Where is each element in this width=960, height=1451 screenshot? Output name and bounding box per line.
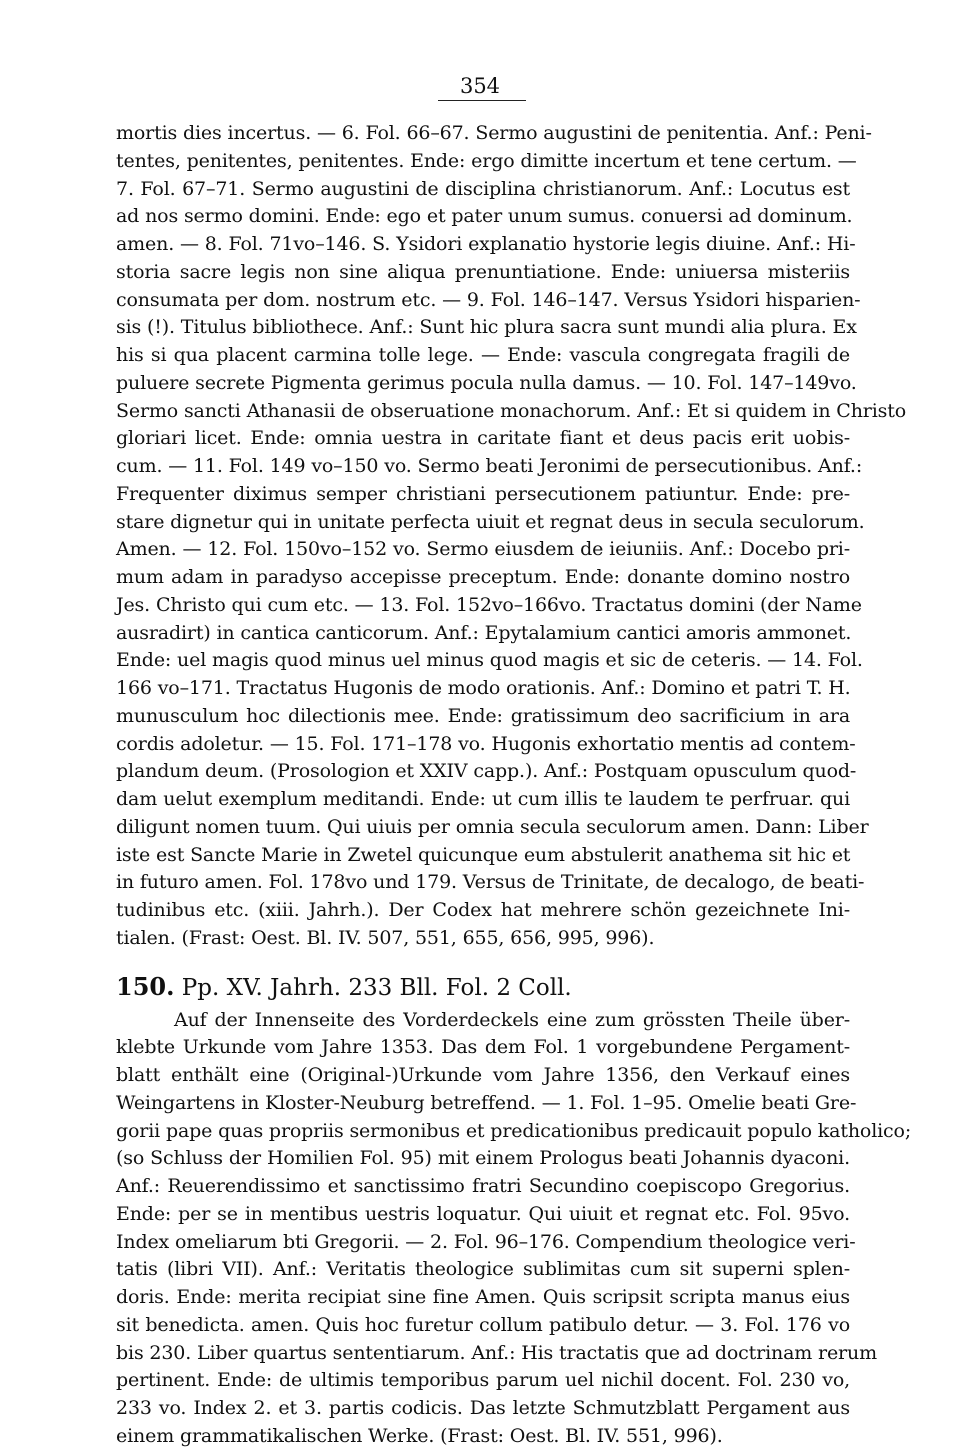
text-line: bis 230. Liber quartus sententiarum. Anf.: His tractatis que ad doctrinam rerum bbox=[116, 1341, 877, 1364]
text-line: mum adam in paradyso accepisse preceptum. Ende: donante domino nostro bbox=[116, 566, 850, 588]
text-line: Index omeliarum bti Gregorii. — 2. Fol. 96–176. Compendium theologice veri- bbox=[116, 1230, 856, 1253]
text-line: ad nos sermo domini. Ende: ego et pater unum sumus. conuersi ad dominum. bbox=[116, 205, 853, 228]
text-line: einem grammatikalischen Werke. (Frast: Oest. Bl. IV. 551, 996). bbox=[116, 1424, 723, 1447]
text-line: Anf.: Reuerendissimo et sanctissimo fratri Secundino coepiscopo Gregorius. bbox=[116, 1175, 850, 1197]
text-line: stare dignetur qui in unitate perfecta uiuit et regnat deus in secula seculorum. bbox=[116, 510, 865, 533]
entry-heading bbox=[116, 967, 850, 1007]
text-line: dam uelut exemplum meditandi. Ende: ut cum illis te laudem te perfruar. qui bbox=[116, 788, 850, 810]
text-line: Frequenter diximus semper christiani persecutionem patiuntur. Ende: pre- bbox=[116, 482, 850, 505]
text-line: consumata per dom. nostrum etc. — 9. Fol. 146–147. Versus Ysidori hisparien- bbox=[116, 288, 861, 311]
text-line: mortis dies incertus. — 6. Fol. 66–67. Sermo augustini de penitentia. Anf.: Peni- bbox=[116, 122, 872, 144]
text-line: iste est Sancte Marie in Zwetel quicunque eum abstulerit anathema sit hic et bbox=[116, 843, 851, 866]
text-line: sis (!). Titulus bibliothece. Anf.: Sunt hic plura sacra sunt mundi alia plura. Ex bbox=[116, 316, 857, 339]
text-line: 233 vo. Index 2. et 3. partis codicis. Das letzte Schmutzblatt Pergament aus bbox=[116, 1397, 850, 1419]
text-line: munusculum hoc dilectionis mee. Ende: gratissimum deo sacrificium in ara bbox=[116, 704, 850, 727]
text-line: diligunt nomen tuum. Qui uiuis per omnia secula seculorum amen. Dann: Liber bbox=[116, 815, 869, 838]
text-line: 166 vo–171. Tractatus Hugonis de modo orationis. Anf.: Domino et patri T. H. bbox=[116, 677, 851, 699]
text-line: gorii pape quas propriis sermonibus et predicationibus predicauit populo katholico; bbox=[116, 1119, 912, 1142]
text-line: blatt enthält eine (Original-)Urkunde vom Jahre 1356, den Verkauf eines bbox=[116, 1064, 850, 1086]
text-line: Jes. Christo qui cum etc. — 13. Fol. 152vo–166vo. Tractatus domini (der Name bbox=[116, 593, 862, 616]
text-line: (so Schluss der Homilien Fol. 95) mit einem Prologus beati Johannis dyaconi. bbox=[116, 1147, 850, 1170]
text-line: pertinent. Ende: de ultimis temporibus parum uel nichil docent. Fol. 230 vo, bbox=[116, 1369, 850, 1392]
text-line: gloriari licet. Ende: omnia uestra in caritate fiant et deus pacis erit uobis- bbox=[116, 427, 850, 450]
text-line: cum. — 11. Fol. 149 vo–150 vo. Sermo beati Jeronimi de persecutionibus. Anf.: bbox=[116, 455, 863, 477]
text-line: 7. Fol. 67–71. Sermo augustini de disciplina christianorum. Anf.: Locutus est bbox=[116, 177, 850, 200]
body-text bbox=[116, 120, 912, 1451]
entry-150-description bbox=[116, 1007, 912, 1451]
page-number-rule bbox=[438, 100, 526, 101]
text-line: sit benedicta. amen. Quis hoc furetur collum patibulo detur. — 3. Fol. 176 vo bbox=[116, 1313, 850, 1336]
text-line: tudinibus etc. (xiii. Jahrh.). Der Codex hat mehrere schön gezeichnete Ini- bbox=[116, 899, 850, 921]
text-line: Weingartens in Kloster-Neuburg betreffend. — 1. Fol. 1–95. Omelie beati Gre- bbox=[116, 1091, 857, 1114]
text-line: his si qua placent carmina tolle lege. — Ende: vascula congregata fragili de bbox=[116, 344, 850, 366]
text-line: klebte Urkunde vom Jahre 1353. Das dem Fol. 1 vorgebundene Pergament- bbox=[116, 1036, 850, 1059]
text-line: cordis adoletur. — 15. Fol. 171–178 vo. Hugonis exhortatio mentis ad contem- bbox=[116, 732, 856, 755]
text-line: puluere secrete Pigmenta gerimus pocula nulla damus. — 10. Fol. 147–149vo. bbox=[116, 371, 857, 394]
entry-title: Pp. XV. Jahrh. 233 Bll. Fol. 2 Coll. bbox=[181, 974, 572, 1001]
text-line: storia sacre legis non sine aliqua prenuntiatione. Ende: uniuersa misteriis bbox=[116, 260, 850, 283]
text-line: Sermo sancti Athanasii de obseruatione monachorum. Anf.: Et si quidem in Christo bbox=[116, 399, 907, 422]
entry-number: 150. bbox=[116, 971, 175, 1001]
text-line: Auf der Innenseite des Vorderdeckels eine zum grössten Theile über- bbox=[174, 1008, 850, 1031]
text-line: doris. Ende: merita recipiat sine fine Amen. Quis scripsit scripta manus eius bbox=[116, 1286, 850, 1308]
text-line: plandum deum. (Prosologion et XXIV capp.). Anf.: Postquam opusculum quod- bbox=[116, 760, 857, 783]
page-number: 354 bbox=[459, 74, 501, 98]
text-line: tialen. (Frast: Oest. Bl. IV. 507, 551, 655, 656, 995, 996). bbox=[116, 926, 655, 949]
text-line: Ende: per se in mentibus uestris loquatur. Qui uiuit et regnat etc. Fol. 95vo. bbox=[116, 1202, 850, 1225]
text-line: tentes, penitentes, penitentes. Ende: ergo dimitte incertum et tene certum. — bbox=[116, 149, 857, 172]
manuscript-description-continued bbox=[116, 120, 907, 953]
text-line: in futuro amen. Fol. 178vo und 179. Versus de Trinitate, de decalogo, de beati- bbox=[116, 871, 865, 894]
text-line: ausradirt) in cantica canticorum. Anf.: Epytalamium cantici amoris ammonet. bbox=[116, 621, 852, 644]
text-line: Ende: uel magis quod minus uel minus quod magis et sic de ceteris. — 14. Fol. bbox=[116, 649, 863, 672]
text-line: Amen. — 12. Fol. 150vo–152 vo. Sermo eiusdem de ieiuniis. Anf.: Docebo pri- bbox=[116, 538, 850, 561]
text-line: amen. — 8. Fol. 71vo–146. S. Ysidori explanatio hystorie legis diuine. Anf.: Hi- bbox=[116, 233, 856, 255]
text-line: tatis (libri VII). Anf.: Veritatis theologice sublimitas cum sit superni splen- bbox=[116, 1258, 850, 1281]
